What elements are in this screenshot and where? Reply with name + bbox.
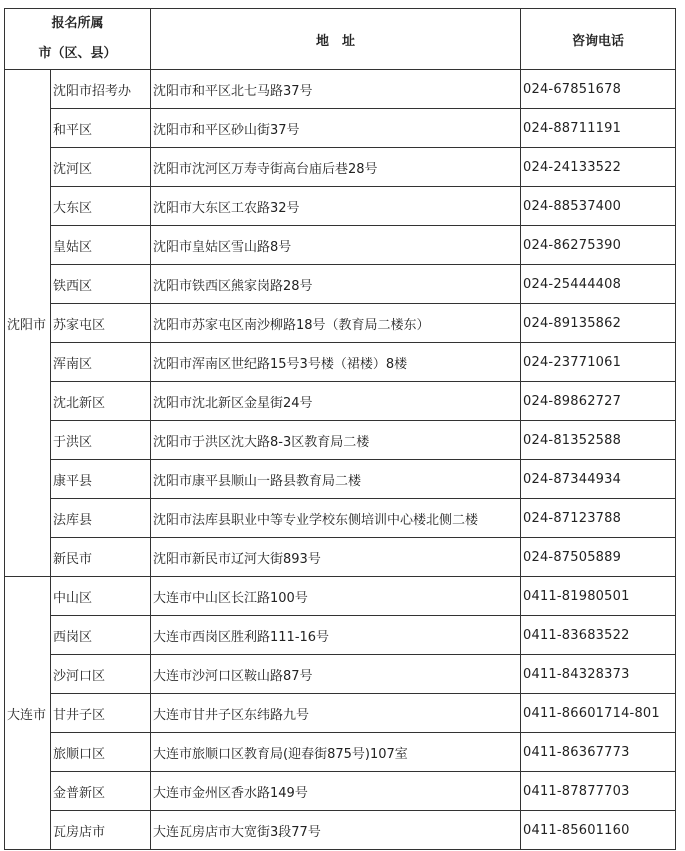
city-cell: 沈阳市 [5,70,51,577]
phone-cell: 0411-83683522 [521,616,676,655]
table-row [5,460,676,499]
address-cell: 沈阳市浑南区世纪路15号3号楼（裙楼）8楼 [151,343,521,382]
district-cell: 金普新区 [51,772,151,811]
address-cell: 大连市甘井子区东纬路九号 [151,694,521,733]
district-cell: 新民市 [51,538,151,577]
phone-cell: 0411-85601160 [521,811,676,850]
table-row [5,109,676,148]
district-cell: 沈河区 [51,148,151,187]
table-row [5,577,676,616]
address-cell: 大连市西岗区胜利路111-16号 [151,616,521,655]
district-cell: 于洪区 [51,421,151,460]
address-cell: 沈阳市新民市辽河大街893号 [151,538,521,577]
phone-cell: 0411-86367773 [521,733,676,772]
table-row [5,733,676,772]
address-cell: 沈阳市和平区砂山街37号 [151,109,521,148]
address-cell: 大连瓦房店市大宽街3段77号 [151,811,521,850]
table-row [5,655,676,694]
address-cell: 沈阳市铁西区熊家岗路28号 [151,265,521,304]
table-row [5,772,676,811]
district-cell: 和平区 [51,109,151,148]
address-cell: 沈阳市于洪区沈大路8-3区教育局二楼 [151,421,521,460]
phone-cell: 024-89862727 [521,382,676,421]
table-row [5,694,676,733]
table-row [5,811,676,850]
address-cell: 沈阳市大东区工农路32号 [151,187,521,226]
district-cell: 西岗区 [51,616,151,655]
phone-cell: 024-25444408 [521,265,676,304]
table-row [5,265,676,304]
phone-cell: 024-67851678 [521,70,676,109]
district-cell: 旅顺口区 [51,733,151,772]
district-cell: 康平县 [51,460,151,499]
address-cell: 大连市旅顺口区教育局(迎春街875号)107室 [151,733,521,772]
district-cell: 皇姑区 [51,226,151,265]
district-cell: 浑南区 [51,343,151,382]
registration-contact-table [4,8,676,850]
address-cell: 大连市金州区香水路149号 [151,772,521,811]
district-cell: 苏家屯区 [51,304,151,343]
header-region-line2: 市（区、县） [38,46,117,61]
header-region [5,9,151,70]
phone-cell: 024-81352588 [521,421,676,460]
table-row [5,499,676,538]
district-cell: 法库县 [51,499,151,538]
district-cell: 甘井子区 [51,694,151,733]
header-phone: 咨询电话 [521,9,676,70]
district-cell: 沙河口区 [51,655,151,694]
district-cell: 中山区 [51,577,151,616]
district-cell: 瓦房店市 [51,811,151,850]
table-row [5,382,676,421]
phone-cell: 024-88537400 [521,187,676,226]
address-cell: 沈阳市苏家屯区南沙柳路18号（教育局二楼东） [151,304,521,343]
city-cell: 大连市 [5,577,51,850]
table-row [5,148,676,187]
address-cell: 沈阳市皇姑区雪山路8号 [151,226,521,265]
table-row [5,226,676,265]
district-cell: 大东区 [51,187,151,226]
phone-cell: 024-89135862 [521,304,676,343]
phone-cell: 0411-84328373 [521,655,676,694]
phone-cell: 024-88711191 [521,109,676,148]
table-header-row [5,9,676,70]
phone-cell: 024-87505889 [521,538,676,577]
phone-cell: 024-87123788 [521,499,676,538]
table-body [5,70,676,850]
phone-cell: 024-23771061 [521,343,676,382]
address-cell: 沈阳市康平县顺山一路县教育局二楼 [151,460,521,499]
address-cell: 沈阳市沈北新区金星街24号 [151,382,521,421]
header-address: 地 址 [151,9,521,70]
district-cell: 铁西区 [51,265,151,304]
district-cell: 沈阳市招考办 [51,70,151,109]
table-row [5,304,676,343]
table-row [5,538,676,577]
phone-cell: 0411-86601714-801 [521,694,676,733]
address-cell: 大连市沙河口区鞍山路87号 [151,655,521,694]
address-cell: 大连市中山区长江路100号 [151,577,521,616]
table-row [5,70,676,109]
table-row [5,616,676,655]
district-cell: 沈北新区 [51,382,151,421]
address-cell: 沈阳市沈河区万寿寺街高台庙后巷28号 [151,148,521,187]
phone-cell: 024-86275390 [521,226,676,265]
phone-cell: 0411-87877703 [521,772,676,811]
table-row [5,421,676,460]
header-region-line1: 报名所属 [51,16,104,31]
phone-cell: 024-24133522 [521,148,676,187]
address-cell: 沈阳市法库县职业中等专业学校东侧培训中心楼北侧二楼 [151,499,521,538]
phone-cell: 0411-81980501 [521,577,676,616]
table-row [5,187,676,226]
address-cell: 沈阳市和平区北七马路37号 [151,70,521,109]
phone-cell: 024-87344934 [521,460,676,499]
table-row [5,343,676,382]
